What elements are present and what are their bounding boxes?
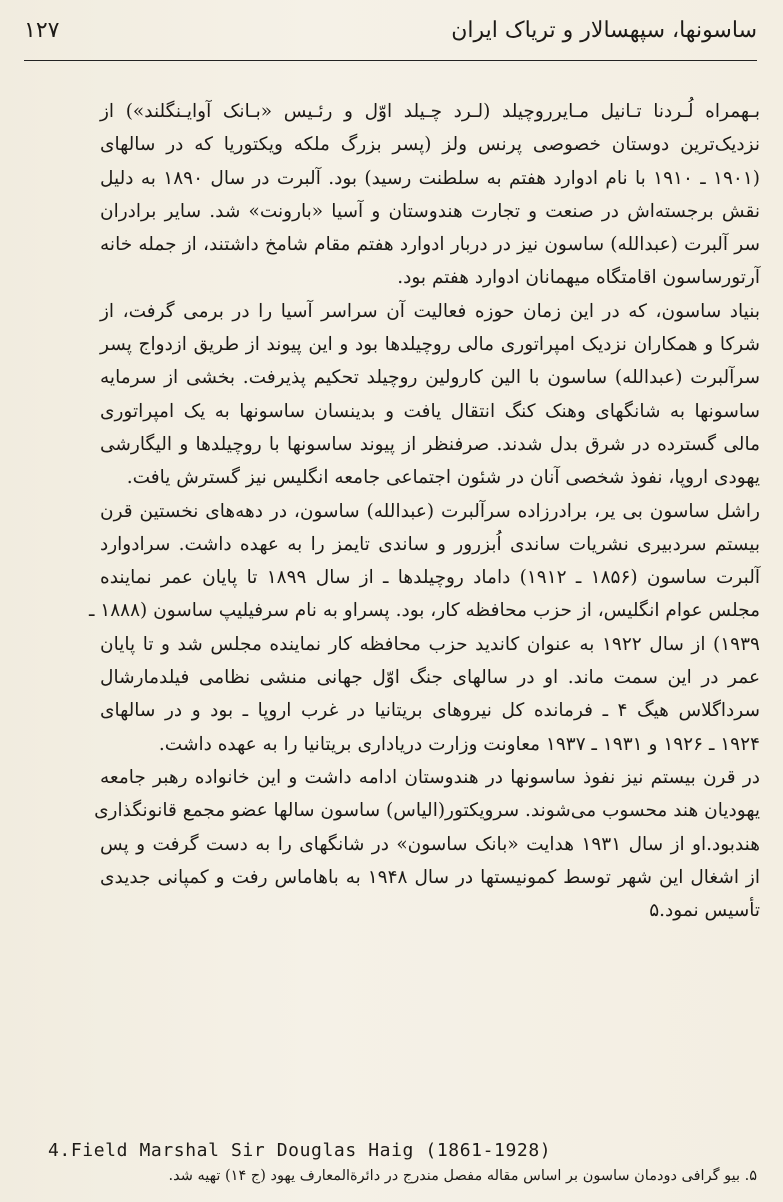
- footnote-5: ۵. بیو گرافی دودمان ساسون بر اساس مقاله مفصل مندرج در دائرة‌المعارف یهود (ج ۱۴) تهیه شد.: [168, 1168, 757, 1184]
- body-line: ۱۹۲۴ ـ ۱۹۲۶ و ۱۹۳۱ ـ ۱۹۳۷ معاونت وزارت دریاداری بریتانیا را به عهده داشت.: [158, 733, 760, 755]
- page-number: ۱۲۷: [24, 18, 60, 43]
- body-line: از اشغال این شهر توسط کمونیستها در سال ۱۹۴۸ به باهاماس رفت و کمپانی جدیدی: [100, 866, 761, 888]
- body-line: راشل ساسون بی یر، برادرزاده سرآلبرت (عبدالله) ساسون، در دهه‌های نخستین قرن: [100, 500, 760, 522]
- body-line: یهودیان هند محسوب می‌شوند. سرویکتور(الیاس) ساسون سالها عضو مجمع قانونگذاری: [94, 800, 760, 822]
- body-line: بنیاد ساسون، که در این زمان حوزه فعالیت آن سراسر آسیا را در برمی گرفت، از: [100, 300, 760, 322]
- body-line: در قرن بیستم نیز نفوذ ساسونها در هندوستان ادامه داشت و این خانواده رهبر جامعه: [100, 766, 760, 788]
- body-text: [88, 95, 761, 927]
- body-line: مجلس عوام انگلیس، از حزب محافظه کار، بود. پسراو به نام سرفیلیپ ساسون (۱۸۸۸ ـ: [88, 600, 760, 622]
- body-line: آرتورساسون اقامتگاه میهمانان ادوارد هفتم بود.: [397, 267, 760, 289]
- body-line: هندبود.او از سال ۱۹۳۱ هدایت «بانک ساسون» در شانگهای را به دست گرفت و پس: [100, 833, 761, 855]
- body-line: آلبرت ساسون (۱۸۵۶ ـ ۱۹۱۲) داماد روچیلدها ـ از سال ۱۸۹۹ تا پایان عمر نماینده: [100, 567, 760, 589]
- body-line: عمر در این سمت ماند. او در سالهای جنگ اوّل جهانی منشی نظامی فیلدمارشال: [100, 667, 760, 689]
- body-line: سر آلبرت (عبدالله) ساسون نیز در دربار ادوارد هفتم مقام شامخ داشتند، از جمله خانه: [100, 234, 760, 256]
- body-line: ۱۹۳۹) از سال ۱۹۲۲ به عنوان کاندید حزب محافظه کار نماینده مجلس شد و تا پایان: [100, 633, 760, 655]
- body-line: نقش برجسته‌اش در صنعت و تجارت هندوستان و آسیا «بارونت» شد. سایر برادران: [100, 200, 760, 222]
- header-divider: [24, 60, 757, 61]
- body-line: (۱۹۰۱ ـ ۱۹۱۰ با نام ادوارد هفتم به سلطنت رسید) بود. آلبرت در سال ۱۸۹۰ به دلیل: [100, 167, 761, 189]
- body-line: بـهمراه لُـردنا تـانیل مـایرروچیلد (لـرد چـیلد اوّل و رئـیس «بـانک آوایـنگلند») از: [100, 101, 760, 122]
- body-line: یهودی اروپا، نفوذ شخصی آنان در شئون اجتماعی جامعه انگلیس نیز گسترش یافت.: [126, 467, 760, 489]
- body-line: تأسیس نمود.۵: [649, 900, 760, 922]
- body-line: شرکا و همکاران نزدیک امپراتوری مالی روچیلدها بود و این پیوند از طریق ازدواج پسر: [100, 334, 760, 356]
- footnote-4: 4.Field Marshal Sir Douglas Haig (1861-1928): [48, 1140, 552, 1161]
- body-line: سرآلبرت (عبدالله) ساسون با الین کارولین روچیلد تحکیم پذیرفت. بخشی از سرمایه: [100, 367, 760, 389]
- body-line: بیستم سردبیری نشریات ساندی اُبزرور و ساندی تایمز را به عهده داشت. سرادوارد: [100, 533, 760, 555]
- body-line: ساسونها به شانگهای وهنک کنگ انتقال یافت و بدینسان ساسونها به یک امپراتوری: [100, 400, 760, 422]
- body-line: نزدیک‌ترین دوستان خصوصی پرنس ولز (پسر بزرگ ملکه ویکتوریا که در سالهای: [100, 134, 760, 156]
- body-line: مالی گسترده در شرق بدل شدند. صرفنظر از پیوند ساسونها با روچیلدها و الیگارشی: [100, 433, 760, 455]
- running-title: ساسونها، سپهسالار و تریاک ایران: [451, 18, 757, 43]
- body-line: سرداگلاس هیگ ۴ ـ فرمانده کل نیروهای بریتانیا در غرب اروپا ـ بود و در سالهای: [100, 700, 760, 722]
- running-header: [24, 14, 757, 54]
